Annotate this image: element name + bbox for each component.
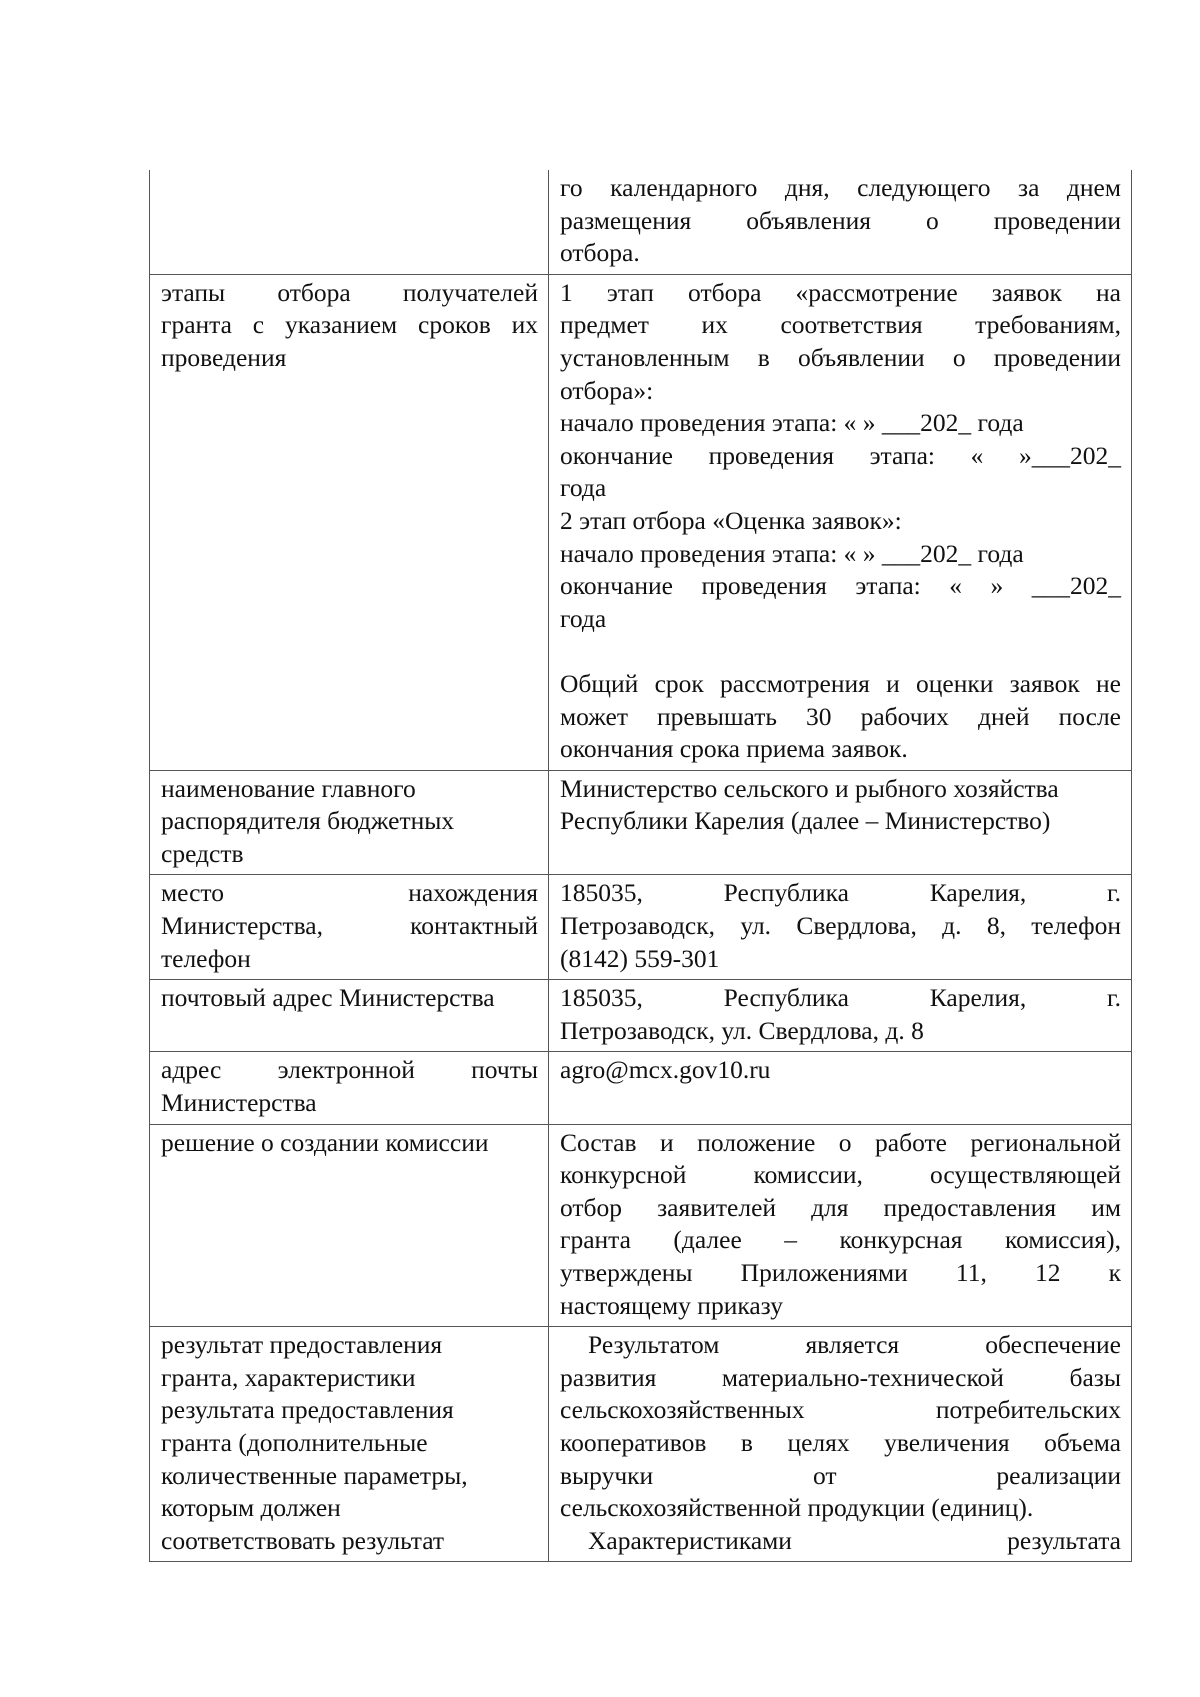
value-line: Петрозаводск, ул. Свердлова, д. 8, телефон [560, 911, 1121, 941]
table-row [150, 980, 1132, 1052]
value-line: сельскохозяйственных потребительских [560, 1395, 1121, 1425]
value-line: Общий срок рассмотрения и оценки заявок не [560, 668, 1121, 698]
value-line: сельскохозяйственной продукции (единиц). [560, 1493, 1034, 1523]
value-line: Характеристиками результата [588, 1525, 1121, 1555]
value-cell [549, 1327, 1132, 1562]
value-line: agro@mcx.gov10.ru [560, 1055, 771, 1085]
parameter-line: адрес электронной почты [161, 1055, 538, 1085]
table-row [150, 875, 1132, 980]
parameter-line: почтовый адрес Министерства [161, 983, 495, 1013]
value-cell [549, 770, 1132, 875]
parameter-line: распорядителя бюджетных [161, 806, 455, 836]
table-row [150, 1124, 1132, 1327]
parameter-line: результат предоставления [161, 1330, 443, 1360]
parameter-line: Министерства [161, 1088, 317, 1118]
parameter-cell [150, 170, 549, 274]
parameter-line: наименование главного [161, 773, 416, 803]
value-line: выручки от реализации [560, 1460, 1121, 1490]
value-cell [549, 980, 1132, 1052]
table-row [150, 274, 1132, 770]
parameter-line: решение о создании комиссии [161, 1127, 489, 1157]
table-row [150, 170, 1132, 274]
value-cell [549, 1124, 1132, 1327]
parameter-cell [150, 980, 549, 1052]
parameter-line: Министерства, контактный [161, 911, 538, 941]
parameter-line: результата предоставления [161, 1395, 454, 1425]
value-line: отбора»: [560, 375, 654, 405]
value-line: начало проведения этапа: « » ___202_ года [560, 538, 1024, 568]
parameter-cell [150, 274, 549, 770]
value-line: настоящему приказу [560, 1290, 783, 1320]
parameter-line: которым должен [161, 1493, 341, 1523]
parameter-line: гранта (дополнительные [161, 1427, 428, 1457]
parameter-line: телефон [161, 943, 251, 973]
value-line: Результатом является обеспечение [588, 1330, 1121, 1360]
table-row [150, 770, 1132, 875]
value-line: Состав и положение о работе региональной [560, 1127, 1121, 1157]
value-line: отбор заявителей для предоставления им [560, 1192, 1121, 1222]
grant-selection-info-table [149, 170, 1132, 1562]
table-body [150, 170, 1132, 1562]
parameter-cell [150, 1124, 549, 1327]
value-line: начало проведения этапа: « » ___202_ года [560, 408, 1024, 438]
value-cell [549, 274, 1132, 770]
value-line: (8142) 559-301 [560, 943, 720, 973]
value-line: окончание проведения этапа: « »___202_ [560, 440, 1121, 470]
value-cell [549, 875, 1132, 980]
parameter-cell [150, 770, 549, 875]
table-row [150, 1052, 1132, 1124]
value-line: может превышать 30 рабочих дней после [560, 701, 1121, 731]
value-line: гранта (далее – конкурсная комиссия), [560, 1225, 1121, 1255]
value-cell [549, 1052, 1132, 1124]
value-line: года [560, 473, 607, 503]
value-line: 185035, Республика Карелия, г. [560, 878, 1121, 908]
value-cell [549, 170, 1132, 274]
value-line: го календарного дня, следующего за днем [560, 173, 1121, 202]
parameter-cell [150, 1052, 549, 1124]
parameter-cell [150, 1327, 549, 1562]
value-line: Министерство сельского и рыбного хозяйства [560, 773, 1059, 803]
value-line: 1 этап отбора «рассмотрение заявок на [560, 277, 1121, 307]
parameter-line: средств [161, 838, 244, 868]
table-row [150, 1327, 1132, 1562]
value-line: установленным в объявлении о проведении [560, 342, 1121, 372]
value-line: Республики Карелия (далее – Министерство) [560, 806, 1051, 836]
value-line: года [560, 603, 607, 633]
value-line: кооперативов в целях увеличения объема [560, 1427, 1121, 1457]
parameter-line: гранта с указанием сроков их [161, 310, 538, 340]
value-line: предмет их соответствия требованиям, [560, 310, 1121, 340]
value-line: развития материально-технической базы [560, 1362, 1121, 1392]
value-line: отбора. [560, 238, 640, 268]
value-line: окончания срока приема заявок. [560, 734, 908, 764]
value-line: 2 этап отбора «Оценка заявок»: [560, 505, 902, 535]
parameter-line: гранта, характеристики [161, 1362, 416, 1392]
value-line: окончание проведения этапа: « » ___202_ [560, 571, 1121, 601]
parameter-line: проведения [161, 342, 287, 372]
parameter-cell [150, 875, 549, 980]
value-line: размещения объявления о проведении [560, 205, 1121, 235]
parameter-line: количественные параметры, [161, 1460, 468, 1490]
value-line: утверждены Приложениями 11, 12 к [560, 1258, 1121, 1287]
value-line [560, 635, 1121, 668]
value-line: Петрозаводск, ул. Свердлова, д. 8 [560, 1015, 924, 1045]
value-line: 185035, Республика Карелия, г. [560, 983, 1121, 1013]
parameter-line: этапы отбора получателей [161, 277, 538, 307]
value-line: конкурсной комиссии, осуществляющей [560, 1160, 1121, 1190]
parameter-line: место нахождения [161, 878, 538, 908]
parameter-line: соответствовать результат [161, 1525, 445, 1555]
